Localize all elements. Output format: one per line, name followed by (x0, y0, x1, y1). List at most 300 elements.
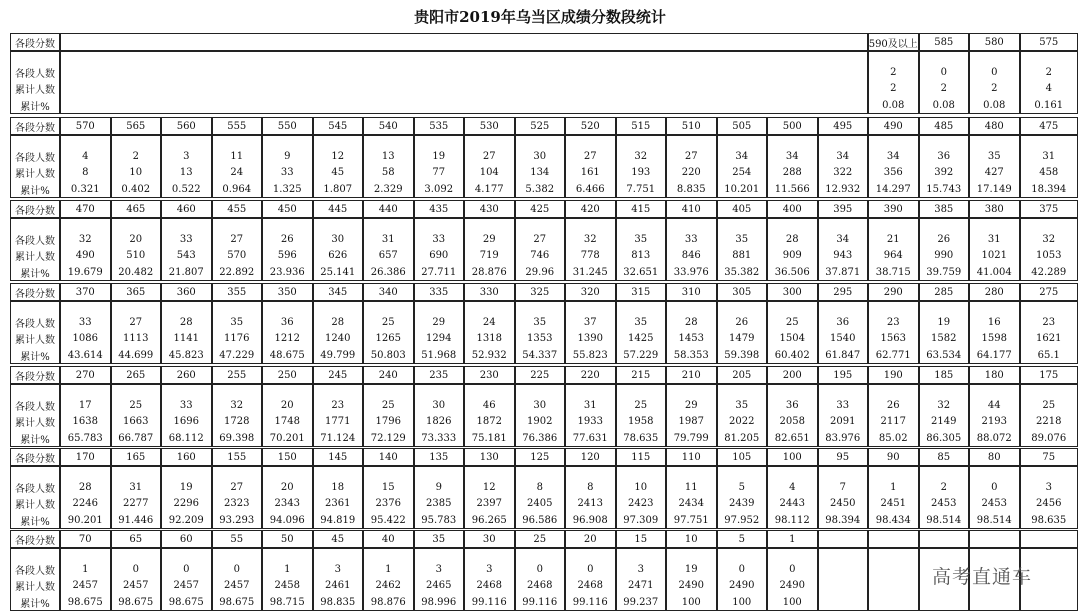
pct-cell: 89.076 (1031, 432, 1067, 444)
score-cell: 425 (515, 200, 566, 218)
score-cell: 380 (969, 200, 1020, 218)
counts-cell: 32 (937, 399, 951, 411)
score-cell: 235 (414, 366, 465, 384)
cum-cell: 2443 (779, 498, 805, 510)
pct-cell: 21.807 (168, 266, 204, 278)
pct-cell: 94.096 (269, 514, 305, 526)
counts-cell: 37 (583, 316, 597, 328)
cum-cell: 1958 (628, 416, 654, 428)
cum-cell: 2277 (123, 498, 149, 510)
cum-cell: 846 (681, 250, 701, 262)
counts-cell: 3 (486, 563, 493, 575)
counts-cell: 35 (634, 233, 648, 245)
score-cell: 155 (212, 448, 263, 466)
pct-cell: 2.329 (373, 183, 403, 195)
cum-cell: 570 (227, 250, 247, 262)
score-cell: 60 (161, 530, 212, 548)
pct-cell: 72.129 (370, 432, 406, 444)
score-cell: 510 (666, 117, 717, 135)
score-cell: 85 (919, 448, 970, 466)
pct-cell: 7.751 (626, 183, 656, 195)
pct-cell: 47.229 (219, 349, 255, 361)
cum-cell: 13 (179, 167, 193, 179)
pct-cell: 52.932 (471, 349, 507, 361)
counts-cell: 33 (684, 233, 698, 245)
pct-cell: 79.799 (673, 432, 709, 444)
counts-cell: 3 (435, 563, 442, 575)
cum-cell: 2490 (678, 580, 704, 592)
cum-cell: 2434 (678, 498, 704, 510)
cum-cell: 2149 (931, 416, 957, 428)
cum-cell: 2451 (880, 498, 906, 510)
cum-cell: 2453 (931, 498, 957, 510)
counts-cell: 20 (129, 233, 143, 245)
score-cell: 460 (161, 200, 212, 218)
cum-cell: 1353 (527, 333, 553, 345)
cum-cell: 1621 (1036, 333, 1062, 345)
count-label: 各段人数 (15, 483, 55, 495)
counts-cell: 33 (836, 399, 850, 411)
score-cell: 445 (313, 200, 364, 218)
score-cell: 290 (868, 283, 919, 301)
pct-cell: 90.201 (67, 514, 103, 526)
counts-cell: 33 (179, 399, 193, 411)
counts-cell: 0 (183, 563, 190, 575)
score-cell: 270 (60, 366, 111, 384)
page-title: 贵阳市2019年乌当区成绩分数段统计 (414, 8, 666, 26)
pct-cell: 0.08 (882, 99, 905, 111)
cum-cell: 1598 (981, 333, 1007, 345)
cum-cell: 2117 (880, 416, 906, 428)
cum-cell: 2465 (426, 580, 452, 592)
score-cell: 185 (919, 366, 970, 384)
score-cell: 525 (515, 117, 566, 135)
score-cell: 535 (414, 117, 465, 135)
score-cell: 245 (313, 366, 364, 384)
score-cell: 475 (1020, 117, 1079, 135)
score-cell: 25 (515, 530, 566, 548)
cum-cell: 1771 (325, 416, 351, 428)
pct-cell: 99.237 (623, 596, 659, 608)
counts-cell: 28 (78, 481, 92, 493)
pct-cell: 70.201 (269, 432, 305, 444)
score-cell: 175 (1020, 366, 1079, 384)
cum-cell: 77 (432, 167, 446, 179)
cum-cell: 2323 (224, 498, 250, 510)
cum-cell: 2 (890, 83, 897, 95)
counts-cell: 28 (684, 316, 698, 328)
pct-cell: 81.205 (724, 432, 760, 444)
cum-cell: 33 (280, 167, 294, 179)
pct-cell: 97.751 (673, 514, 709, 526)
cum-cell: 1902 (527, 416, 553, 428)
counts-cell: 31 (1042, 150, 1056, 162)
score-cell: 285 (919, 283, 970, 301)
counts-cell: 26 (280, 233, 294, 245)
score-cell: 160 (161, 448, 212, 466)
score-cell (969, 530, 1020, 548)
score-cell: 10 (666, 530, 717, 548)
pct-cell: 51.968 (421, 349, 457, 361)
pct-cell: 48.675 (269, 349, 305, 361)
counts-cell: 19 (179, 481, 193, 493)
score-cell: 180 (969, 366, 1020, 384)
score-cell: 110 (666, 448, 717, 466)
score-cell: 470 (60, 200, 111, 218)
pct-cell: 18.394 (1031, 183, 1067, 195)
pct-cell: 96.265 (471, 514, 507, 526)
score-cell: 455 (212, 200, 263, 218)
counts-cell: 19 (684, 563, 698, 575)
counts-cell: 35 (533, 316, 547, 328)
score-cell: 465 (111, 200, 162, 218)
counts-cell: 1 (82, 563, 89, 575)
pct-cell: 19.679 (67, 266, 103, 278)
counts-cell: 20 (280, 481, 294, 493)
cum-cell: 1933 (577, 416, 603, 428)
cum-cell: 1748 (274, 416, 300, 428)
counts-cell: 30 (432, 399, 446, 411)
counts-cell: 26 (937, 233, 951, 245)
score-cell: 430 (464, 200, 515, 218)
score-label: 各段分数 (10, 117, 60, 135)
cum-cell: 1826 (426, 416, 452, 428)
pct-cell: 44.699 (118, 349, 154, 361)
counts-cell: 36 (836, 316, 850, 328)
counts-cell: 1 (284, 563, 291, 575)
pct-cell: 66.787 (118, 432, 154, 444)
pct-cell: 97.309 (623, 514, 659, 526)
counts-cell: 25 (785, 316, 799, 328)
cum-cell: 1176 (224, 333, 250, 345)
pct-cell: 99.116 (522, 596, 558, 608)
counts-cell: 15 (381, 481, 395, 493)
pct-cell: 32.651 (623, 266, 659, 278)
cum-cell: 719 (479, 250, 499, 262)
score-cell: 360 (161, 283, 212, 301)
counts-cell: 3 (637, 563, 644, 575)
score-cell: 75 (1020, 448, 1079, 466)
cum-cell: 134 (530, 167, 550, 179)
cum-cell: 990 (934, 250, 954, 262)
cum-cell: 1987 (678, 416, 704, 428)
cum-cell: 8 (82, 167, 89, 179)
pct-cell (1020, 595, 1079, 609)
counts-cell: 29 (432, 316, 446, 328)
cum-cell: 220 (681, 167, 701, 179)
score-cell: 500 (767, 117, 818, 135)
counts-cell: 0 (991, 66, 998, 78)
pct-cell: 64.177 (976, 349, 1012, 361)
counts-cell: 8 (587, 481, 594, 493)
pct-cell: 98.715 (269, 596, 305, 608)
counts-cell: 32 (583, 233, 597, 245)
score-cell: 1 (767, 530, 818, 548)
cum-label: 累计人数 (15, 85, 55, 97)
pct-cell: 98.112 (774, 514, 810, 526)
counts-cell: 34 (886, 150, 900, 162)
counts-cell: 19 (937, 316, 951, 328)
cum-cell: 2453 (981, 498, 1007, 510)
pct-cell: 37.871 (825, 266, 861, 278)
cum-cell: 161 (580, 167, 600, 179)
counts-cell: 26 (886, 399, 900, 411)
score-cell: 405 (717, 200, 768, 218)
counts-cell: 25 (1042, 399, 1056, 411)
cum-cell: 1796 (375, 416, 401, 428)
counts-cell: 25 (634, 399, 648, 411)
pct-cell: 38.715 (875, 266, 911, 278)
score-cell: 355 (212, 283, 263, 301)
score-cell: 205 (717, 366, 768, 384)
cum-label: 累计人数 (15, 500, 55, 512)
counts-cell: 0 (536, 563, 543, 575)
score-cell: 375 (1020, 200, 1079, 218)
score-label: 各段分数 (10, 448, 60, 466)
pct-cell: 33.976 (673, 266, 709, 278)
score-cell: 315 (616, 283, 667, 301)
empty-header-span (60, 33, 868, 51)
counts-cell: 18 (331, 481, 345, 493)
counts-cell: 0 (738, 563, 745, 575)
cum-cell: 193 (631, 167, 651, 179)
watermark: 高考直通车 (932, 566, 1033, 588)
score-label: 各段分数 (10, 530, 60, 548)
cum-cell: 2457 (173, 580, 199, 592)
cum-cell: 1212 (274, 333, 300, 345)
score-cell: 585 (919, 33, 970, 51)
counts-cell: 31 (381, 233, 395, 245)
pct-cell: 71.124 (320, 432, 356, 444)
counts-cell: 33 (78, 316, 92, 328)
pct-cell: 57.229 (623, 349, 659, 361)
counts-cell: 34 (735, 150, 749, 162)
cum-cell: 543 (176, 250, 196, 262)
pct-cell: 12.932 (825, 183, 861, 195)
counts-cell: 36 (280, 316, 294, 328)
cum-cell: 1540 (830, 333, 856, 345)
cum-cell: 2471 (628, 580, 654, 592)
cum-cell: 964 (883, 250, 903, 262)
counts-cell: 0 (940, 66, 947, 78)
cum-cell (818, 579, 869, 593)
counts-cell: 34 (785, 150, 799, 162)
score-cell: 420 (565, 200, 616, 218)
cum-cell: 2490 (779, 580, 805, 592)
score-cell: 330 (464, 283, 515, 301)
cum-cell: 392 (934, 167, 954, 179)
pct-cell: 69.398 (219, 432, 255, 444)
score-cell: 210 (666, 366, 717, 384)
score-cell: 305 (717, 283, 768, 301)
counts-cell: 26 (735, 316, 749, 328)
counts-cell: 16 (987, 316, 1001, 328)
pct-cell: 65.783 (67, 432, 103, 444)
counts-cell: 35 (634, 316, 648, 328)
pct-cell: 100 (782, 596, 802, 608)
counts-cell: 36 (785, 399, 799, 411)
pct-cell: 10.201 (724, 183, 760, 195)
score-cell: 275 (1020, 283, 1079, 301)
pct-cell: 62.771 (875, 349, 911, 361)
counts-cell: 0 (991, 481, 998, 493)
counts-cell: 1 (890, 481, 897, 493)
pct-cell: 85.02 (878, 432, 908, 444)
score-cell (919, 530, 970, 548)
pct-cell: 11.566 (774, 183, 810, 195)
counts-cell: 11 (684, 481, 698, 493)
counts-cell: 1 (385, 563, 392, 575)
score-cell: 520 (565, 117, 616, 135)
count-label: 各段人数 (15, 318, 55, 330)
pct-cell: 25.141 (320, 266, 356, 278)
score-cell: 50 (262, 530, 313, 548)
score-cell: 220 (565, 366, 616, 384)
pct-cell: 95.783 (421, 514, 457, 526)
cum-cell: 2091 (830, 416, 856, 428)
pct-cell: 98.675 (118, 596, 154, 608)
cum-cell: 288 (782, 167, 802, 179)
cum-cell: 45 (331, 167, 345, 179)
counts-cell: 2 (132, 150, 139, 162)
pct-cell: 91.446 (118, 514, 154, 526)
score-cell: 590及以上 (868, 33, 919, 51)
pct-cell: 45.823 (168, 349, 204, 361)
score-cell: 370 (60, 283, 111, 301)
counts-cell: 27 (583, 150, 597, 162)
score-cell: 30 (464, 530, 515, 548)
cum-cell: 2458 (274, 580, 300, 592)
score-cell: 340 (363, 283, 414, 301)
cum-label: 累计人数 (15, 418, 55, 430)
pct-cell: 94.819 (320, 514, 356, 526)
counts-cell: 28 (331, 316, 345, 328)
cum-cell: 2456 (1036, 498, 1062, 510)
score-cell: 230 (464, 366, 515, 384)
counts-cell: 33 (179, 233, 193, 245)
count-label: 各段人数 (15, 152, 55, 164)
score-cell: 300 (767, 283, 818, 301)
counts-cell: 3 (1045, 481, 1052, 493)
score-cell: 260 (161, 366, 212, 384)
pct-cell: 26.386 (370, 266, 406, 278)
cum-label: 累计人数 (15, 169, 55, 181)
score-cell: 265 (111, 366, 162, 384)
counts-cell: 2 (1045, 66, 1052, 78)
counts-cell: 5 (738, 481, 745, 493)
counts-cell: 0 (587, 563, 594, 575)
pct-cell: 43.614 (67, 349, 103, 361)
cum-cell: 10 (129, 167, 143, 179)
cum-label: 累计人数 (15, 252, 55, 264)
score-cell: 400 (767, 200, 818, 218)
score-cell: 485 (919, 117, 970, 135)
pct-cell (818, 595, 869, 609)
cum-cell: 1113 (123, 333, 149, 345)
score-label: 各段分数 (10, 200, 60, 218)
score-cell: 125 (515, 448, 566, 466)
score-cell: 15 (616, 530, 667, 548)
score-cell: 515 (616, 117, 667, 135)
score-label: 各段分数 (10, 33, 60, 51)
pct-cell: 63.534 (926, 349, 962, 361)
counts-cell: 36 (937, 150, 951, 162)
score-cell (1020, 530, 1079, 548)
score-cell: 45 (313, 530, 364, 548)
counts-cell: 11 (230, 150, 244, 162)
cum-cell: 1872 (476, 416, 502, 428)
score-cell: 40 (363, 530, 414, 548)
score-cell: 365 (111, 283, 162, 301)
pct-cell: 68.112 (168, 432, 204, 444)
cum-cell: 2058 (779, 416, 805, 428)
pct-cell: 1.807 (323, 183, 353, 195)
counts-cell: 0 (233, 563, 240, 575)
cum-cell: 2457 (224, 580, 250, 592)
cum-cell: 2405 (527, 498, 553, 510)
pct-cell: 1.325 (272, 183, 302, 195)
score-cell: 410 (666, 200, 717, 218)
cum-cell: 2468 (527, 580, 553, 592)
score-cell: 55 (212, 530, 263, 548)
cum-cell: 1479 (729, 333, 755, 345)
score-cell: 65 (111, 530, 162, 548)
cum-cell: 1265 (375, 333, 401, 345)
score-cell: 140 (363, 448, 414, 466)
score-cell: 190 (868, 366, 919, 384)
pct-cell: 22.892 (219, 266, 255, 278)
counts-cell: 32 (230, 399, 244, 411)
score-cell: 115 (616, 448, 667, 466)
score-cell: 390 (868, 200, 919, 218)
pct-cell: 98.434 (875, 514, 911, 526)
score-cell: 325 (515, 283, 566, 301)
pct-cell: 96.908 (572, 514, 608, 526)
counts-cell: 7 (839, 481, 846, 493)
pct-cell: 60.402 (774, 349, 810, 361)
cum-cell: 2468 (577, 580, 603, 592)
pct-cell: 98.394 (825, 514, 861, 526)
score-cell: 395 (818, 200, 869, 218)
counts-cell: 2 (890, 66, 897, 78)
pct-cell: 98.835 (320, 596, 356, 608)
counts-cell: 33 (432, 233, 446, 245)
pct-label: 累计% (20, 434, 50, 446)
cum-cell: 657 (378, 250, 398, 262)
score-cell: 95 (818, 448, 869, 466)
score-cell: 100 (767, 448, 818, 466)
counts-cell: 27 (482, 150, 496, 162)
cum-cell: 2468 (476, 580, 502, 592)
score-cell: 580 (969, 33, 1020, 51)
counts-cell: 32 (78, 233, 92, 245)
pct-cell: 6.466 (575, 183, 605, 195)
cum-cell: 427 (984, 167, 1004, 179)
cum-cell: 510 (126, 250, 146, 262)
cum-cell: 2490 (729, 580, 755, 592)
counts-cell: 35 (987, 150, 1001, 162)
cum-cell: 746 (530, 250, 550, 262)
counts-cell: 29 (684, 399, 698, 411)
counts-cell: 4 (82, 150, 89, 162)
score-cell: 545 (313, 117, 364, 135)
pct-label: 累计% (20, 516, 50, 528)
cum-cell: 1563 (880, 333, 906, 345)
pct-cell: 98.514 (926, 514, 962, 526)
counts-cell: 25 (381, 399, 395, 411)
score-cell: 120 (565, 448, 616, 466)
counts-cell: 8 (536, 481, 543, 493)
